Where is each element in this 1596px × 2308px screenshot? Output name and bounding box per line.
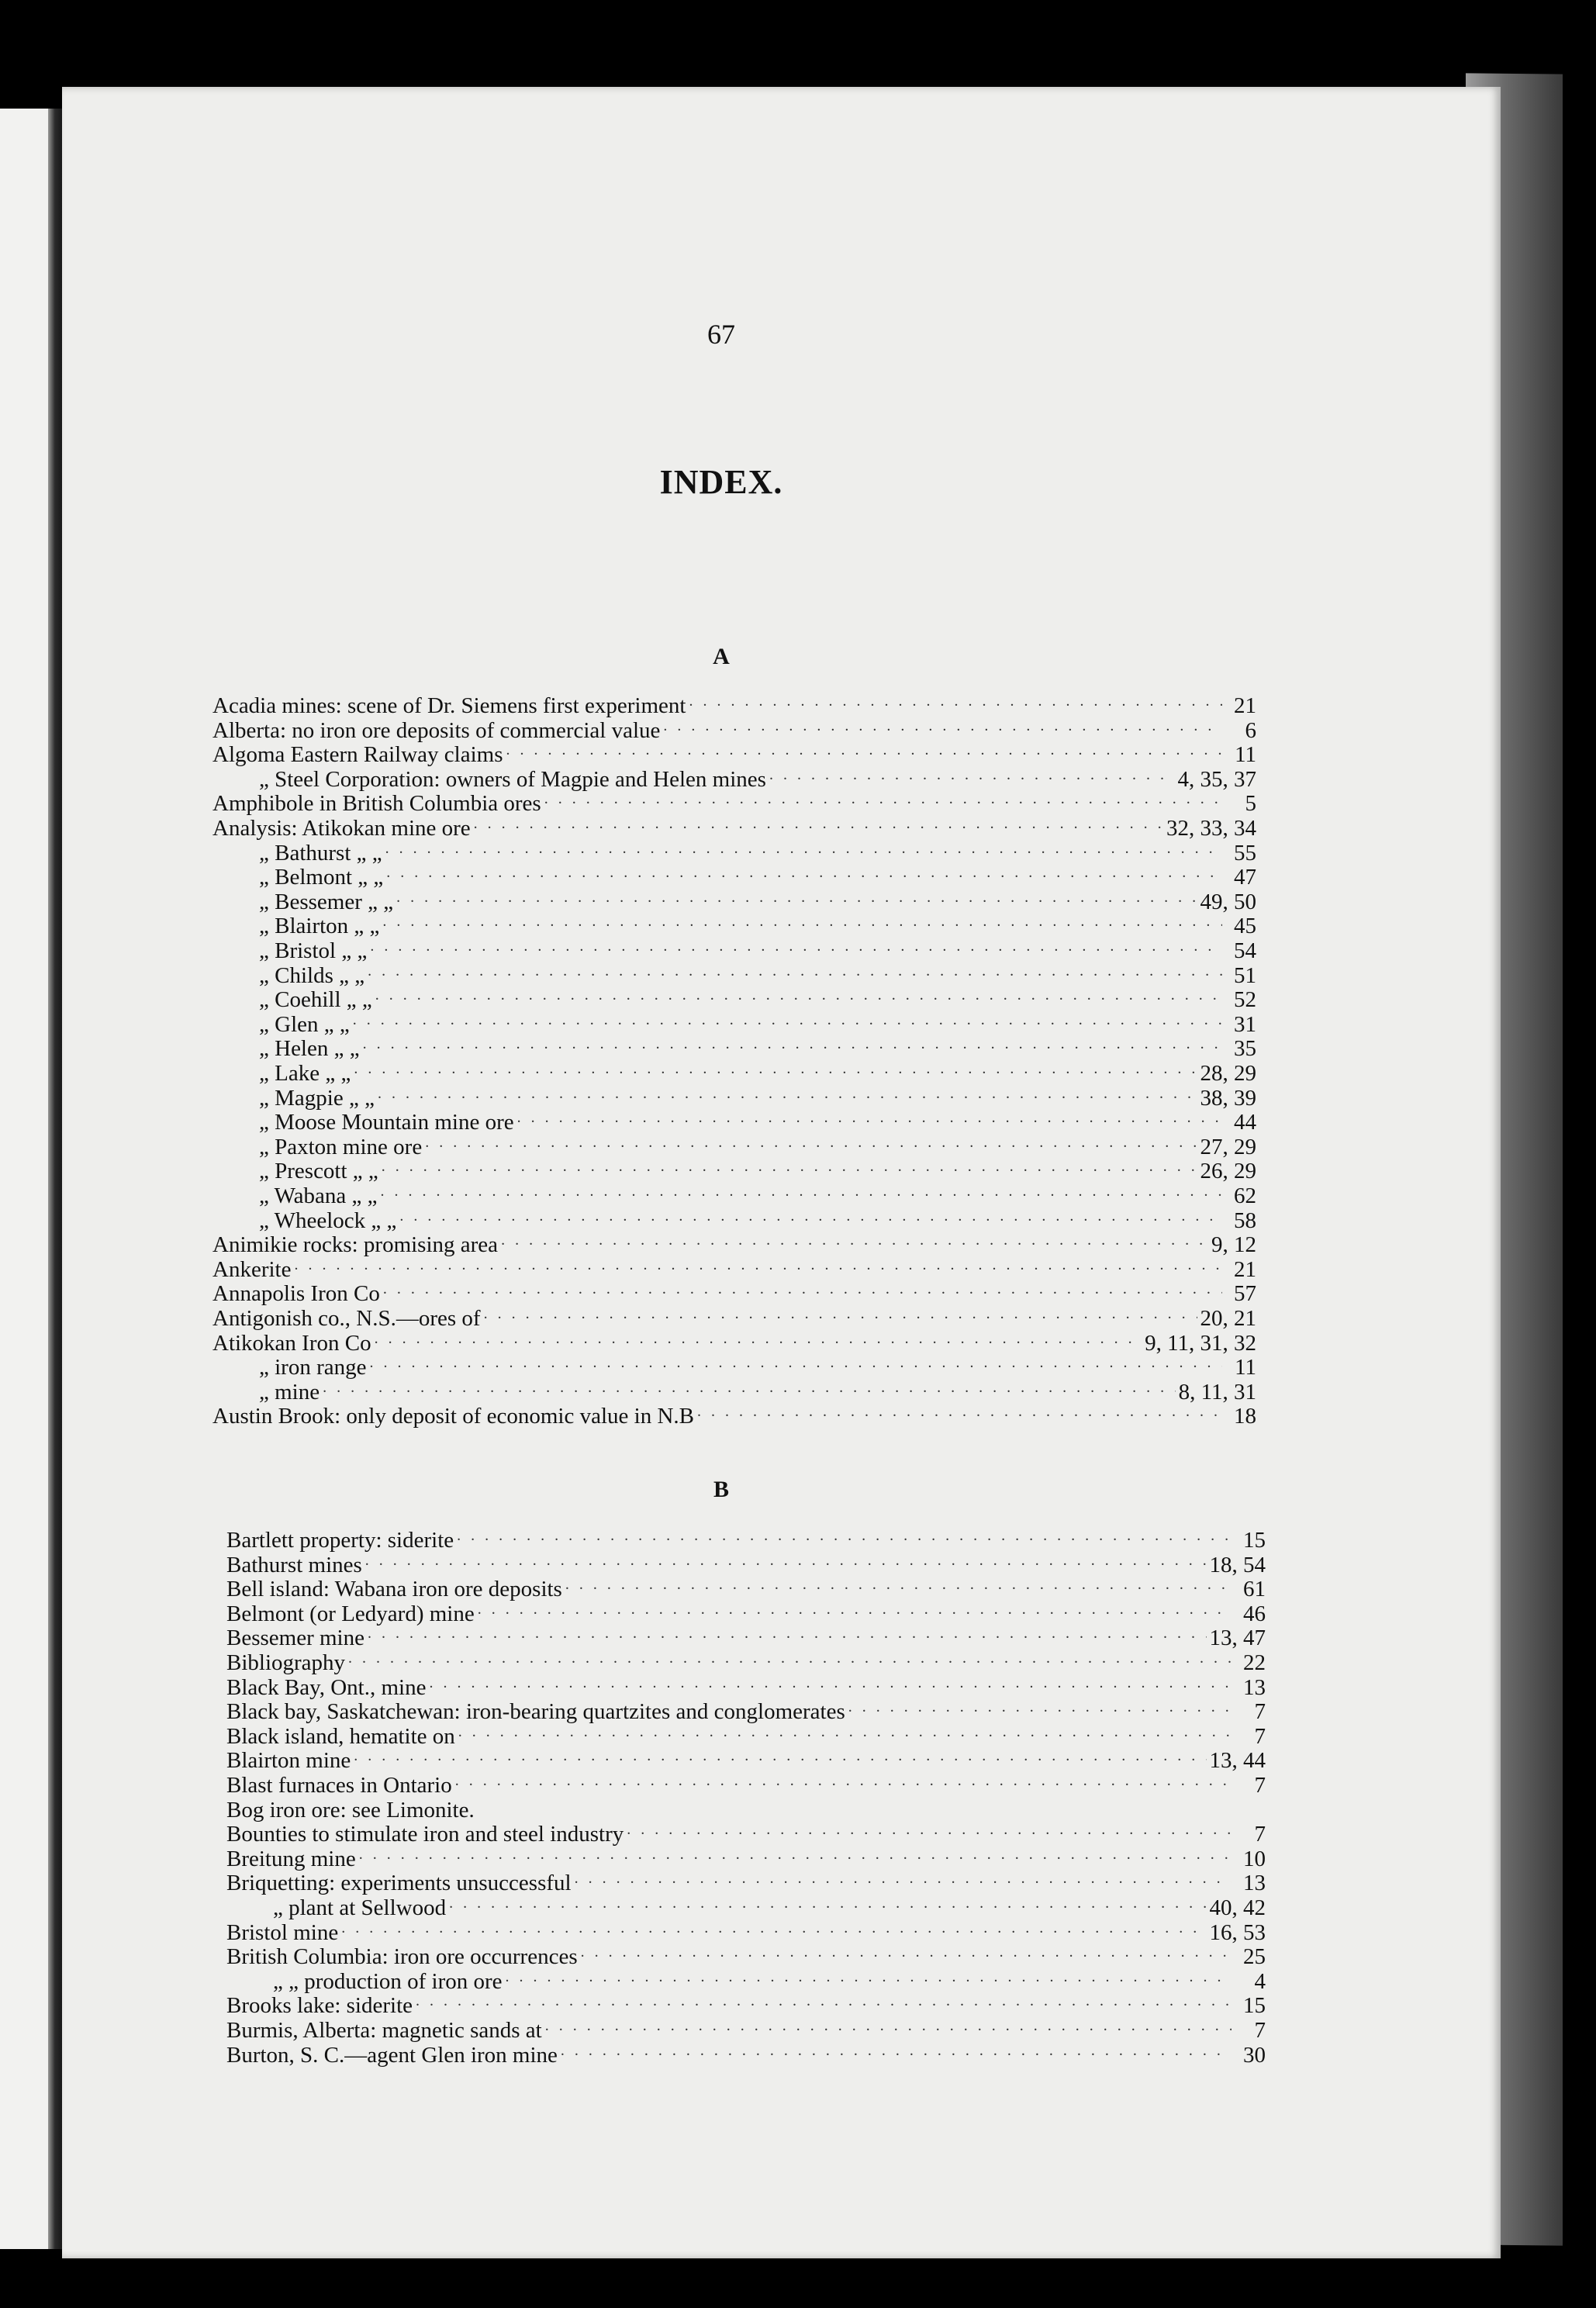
page-title: INDEX.: [659, 463, 783, 501]
dot-leader: [370, 1350, 1223, 1375]
section-letter-a: A: [713, 644, 730, 669]
dot-leader: [478, 1597, 1232, 1622]
dot-leader: [368, 1621, 1207, 1646]
index-entry-pages: 7: [1254, 2018, 1266, 2043]
index-entry-pages: 44: [1234, 1110, 1256, 1135]
index-entry-pages: 38, 39: [1200, 1085, 1256, 1111]
dot-leader: [359, 1842, 1232, 1867]
index-entry-text: Black Bay, Ont., mine: [226, 1674, 427, 1700]
index-entry-text: Antigonish co., N.S.—ores of: [212, 1306, 481, 1331]
dot-leader: [474, 811, 1163, 836]
index-entry-pages: 7: [1254, 1773, 1266, 1798]
index-entry-text: „ iron range: [259, 1355, 367, 1380]
dot-leader: [561, 2038, 1232, 2063]
index-entry-text: Blast furnaces in Ontario: [226, 1773, 452, 1798]
index-entry-text: Breitung mine: [226, 1846, 356, 1871]
index-entry-pages: 9, 12: [1211, 1232, 1256, 1258]
dot-leader: [575, 1866, 1232, 1891]
dot-leader: [501, 1228, 1208, 1252]
index-entry-pages: 15: [1243, 1528, 1266, 1553]
dot-leader: [627, 1817, 1232, 1842]
dot-leader: [581, 1940, 1232, 1964]
index-entry-pages: 5: [1245, 791, 1256, 817]
index-entry-pages: 7: [1254, 1822, 1266, 1847]
index-entry-pages: 20, 21: [1200, 1306, 1256, 1331]
index-entry-text: Austin Brook: only deposit of economic value in N.B: [212, 1404, 695, 1429]
index-entry-text: „ Coehill „ „: [259, 987, 372, 1013]
index-entry-text: „ Wheelock „ „: [259, 1208, 397, 1233]
index-entry-pages: 27, 29: [1200, 1134, 1256, 1159]
index-entry-text: „ Bathurst „ „: [259, 840, 382, 866]
index-entry-pages: 28, 29: [1200, 1061, 1256, 1086]
index-entry-pages: 46: [1243, 1601, 1266, 1626]
index-entry-text: Amphibole in British Columbia ores: [212, 791, 541, 817]
section-letter-b: B: [713, 1477, 729, 1502]
index-entry-pages: 13: [1243, 1871, 1266, 1896]
dot-leader: [455, 1768, 1232, 1793]
dot-leader: [382, 909, 1222, 934]
index-entry-pages: 30: [1243, 2042, 1266, 2068]
index-entry-pages: 47: [1234, 865, 1256, 890]
index-entry-text: Bessemer mine: [226, 1626, 364, 1651]
index-entry-text: „ Prescott „ „: [259, 1159, 378, 1184]
index-entry-text: „ Moose Mountain mine ore: [259, 1110, 514, 1135]
dot-leader: [517, 1105, 1222, 1130]
dot-leader: [381, 1179, 1222, 1204]
index-entry-pages: 4, 35, 37: [1177, 766, 1256, 792]
dot-leader: [565, 1572, 1232, 1597]
dot-leader: [506, 738, 1222, 762]
index-entry-pages: 10: [1243, 1846, 1266, 1871]
index-entry-text: „ Blairton „ „: [259, 914, 380, 939]
index-entry-pages: 11: [1235, 742, 1256, 768]
dot-leader: [363, 1031, 1222, 1056]
index-entry-pages: 21: [1234, 693, 1256, 718]
index-entry-text: „ Magpie „ „: [259, 1085, 375, 1111]
dot-leader: [382, 1154, 1197, 1179]
dot-leader: [323, 1375, 1175, 1400]
dot-leader: [353, 1007, 1222, 1032]
index-entry-text: Burmis, Alberta: magnetic sands at: [226, 2018, 542, 2043]
index-entry-pages: 54: [1234, 938, 1256, 963]
index-entry-text: „ Bessemer „ „: [259, 889, 394, 914]
dot-leader: [378, 1081, 1197, 1106]
index-entry: [226, 1773, 1266, 1798]
index-entry-text: Blairton mine: [226, 1748, 351, 1774]
index-entry-pages: 25: [1243, 1944, 1266, 1970]
index-entry-pages: 6: [1245, 717, 1256, 743]
index-entry-pages: 16, 53: [1209, 1919, 1266, 1945]
index-entry-text: Black bay, Saskatchewan: iron-bearing quartzites and conglomerates: [226, 1699, 845, 1725]
index-entry-pages: 4: [1254, 1968, 1266, 1994]
index-entry-pages: 52: [1234, 987, 1256, 1013]
dot-leader: [365, 1548, 1207, 1573]
index-entry-pages: 22: [1243, 1650, 1266, 1675]
dot-leader: [484, 1301, 1197, 1326]
index-entry-text: „ Belmont „ „: [259, 865, 384, 890]
index-entry-text: „ Glen „ „: [259, 1011, 350, 1037]
dot-leader: [449, 1891, 1206, 1916]
index-entry-pages: 18, 54: [1209, 1552, 1266, 1577]
index-entry-text: Bounties to stimulate iron and steel industry: [226, 1822, 624, 1847]
dot-leader: [425, 1130, 1197, 1155]
dot-leader: [399, 1204, 1222, 1228]
index-entry-pages: 13, 47: [1209, 1626, 1266, 1651]
index-entry-text: Atikokan Iron Co: [212, 1330, 371, 1356]
index-entry-pages: 7: [1254, 1723, 1266, 1749]
index-entry-text: Ankerite: [212, 1256, 292, 1282]
index-entry-pages: 32, 33, 34: [1166, 816, 1256, 841]
index-entry-text: „ Steel Corporation: owners of Magpie and Helen mines: [259, 766, 766, 792]
dot-leader: [848, 1695, 1232, 1719]
dot-leader: [368, 959, 1222, 983]
dot-leader: [375, 1326, 1142, 1351]
index-entry-pages: 62: [1234, 1183, 1256, 1208]
dot-leader: [663, 713, 1222, 738]
dot-leader: [354, 1743, 1206, 1768]
index-entry-pages: 51: [1234, 962, 1256, 988]
dot-leader: [769, 762, 1175, 787]
index-entry-text: Bell island: Wabana iron ore deposits: [226, 1577, 562, 1602]
index-entry-text: „ Wabana „ „: [259, 1183, 378, 1208]
index-entry-text: Briquetting: experiments unsuccessful: [226, 1871, 572, 1896]
dot-leader: [545, 2013, 1232, 2038]
index-entry-text: Alberta: no iron ore deposits of commercial value: [212, 717, 661, 743]
index-entry-text: „ „ production of iron ore: [273, 1968, 503, 1994]
dot-leader: [697, 1399, 1222, 1424]
index-page: [62, 87, 1501, 2258]
index-entry-text: Burton, S. C.—agent Glen iron mine: [226, 2042, 558, 2068]
dot-leader: [386, 860, 1222, 885]
index-entry-pages: 61: [1243, 1577, 1266, 1602]
index-entry-text: Black island, hematite on: [226, 1723, 455, 1749]
index-entry-text: „ mine: [259, 1379, 320, 1404]
index-entry-text: Bathurst mines: [226, 1552, 362, 1577]
dot-leader: [375, 983, 1222, 1007]
dot-leader: [544, 786, 1222, 811]
index-entry-pages: 40, 42: [1209, 1895, 1266, 1920]
index-entry-text: „ Helen „ „: [259, 1036, 360, 1062]
index-entry-text: Bibliography: [226, 1650, 346, 1675]
index-entry-text: „ plant at Sellwood: [273, 1895, 447, 1920]
index-entry-text: Belmont (or Ledyard) mine: [226, 1601, 475, 1626]
index-entry-text: Analysis: Atikokan mine ore: [212, 816, 471, 841]
index-entry-pages: 9, 11, 31, 32: [1145, 1330, 1256, 1356]
dot-leader: [383, 1277, 1222, 1301]
index-entry-text: Algoma Eastern Railway claims: [212, 742, 503, 768]
index-entry-text: „ Lake „ „: [259, 1061, 351, 1086]
dot-leader: [385, 836, 1222, 861]
index-entry-pages: 15: [1243, 1993, 1266, 2019]
index-entry-pages: 8, 11, 31: [1178, 1379, 1256, 1404]
dot-leader: [457, 1523, 1232, 1548]
index-entry-pages: 7: [1254, 1699, 1266, 1725]
dot-leader: [416, 1988, 1232, 2013]
index-entry-pages: 55: [1234, 840, 1256, 866]
index-entry-text: Brooks lake: siderite: [226, 1993, 413, 2019]
dot-leader: [429, 1671, 1232, 1695]
dot-leader: [341, 1916, 1206, 1940]
index-entry-pages: 18: [1234, 1404, 1256, 1429]
index-entry-pages: 13, 44: [1209, 1748, 1266, 1774]
index-entry-pages: 11: [1235, 1355, 1256, 1380]
index-entry-pages: 21: [1234, 1256, 1256, 1282]
dot-leader: [396, 885, 1197, 910]
dot-leader: [348, 1646, 1232, 1671]
index-entry-text: „ Bristol „ „: [259, 938, 368, 963]
index-entry-pages: 26, 29: [1200, 1159, 1256, 1184]
index-entry-text: Bartlett property: siderite: [226, 1528, 454, 1553]
dot-leader: [354, 1056, 1197, 1081]
index-entry-text: Animikie rocks: promising area: [212, 1232, 499, 1258]
index-entry-pages: 57: [1234, 1281, 1256, 1307]
index-entry-pages: 31: [1234, 1011, 1256, 1037]
index-entry-text: British Columbia: iron ore occurrences: [226, 1944, 578, 1970]
dot-leader: [506, 1964, 1232, 1989]
dot-leader: [458, 1719, 1232, 1744]
dot-leader: [370, 934, 1222, 959]
index-entry: [212, 1404, 1256, 1429]
index-entry-pages: 49, 50: [1200, 889, 1256, 914]
index-entry-text: Annapolis Iron Co: [212, 1281, 380, 1307]
index-entry-text: „ Childs „ „: [259, 962, 365, 988]
index-entry-pages: 35: [1234, 1036, 1256, 1062]
index-entry: [226, 2043, 1266, 2068]
index-entry-pages: 58: [1234, 1208, 1256, 1233]
index-entry-text: Acadia mines: scene of Dr. Siemens first experiment: [212, 693, 686, 718]
dot-leader: [689, 689, 1222, 713]
index-entry-text: „ Paxton mine ore: [259, 1134, 423, 1159]
index-entry-text: Bog iron ore: see Limonite.: [226, 1797, 475, 1823]
page-number: 67: [707, 319, 735, 350]
index-entry-pages: 13: [1243, 1674, 1266, 1700]
index-entries: [62, 87, 1501, 2258]
index-entry-text: Bristol mine: [226, 1919, 339, 1945]
dot-leader: [294, 1252, 1222, 1277]
index-entry-pages: 45: [1234, 914, 1256, 939]
